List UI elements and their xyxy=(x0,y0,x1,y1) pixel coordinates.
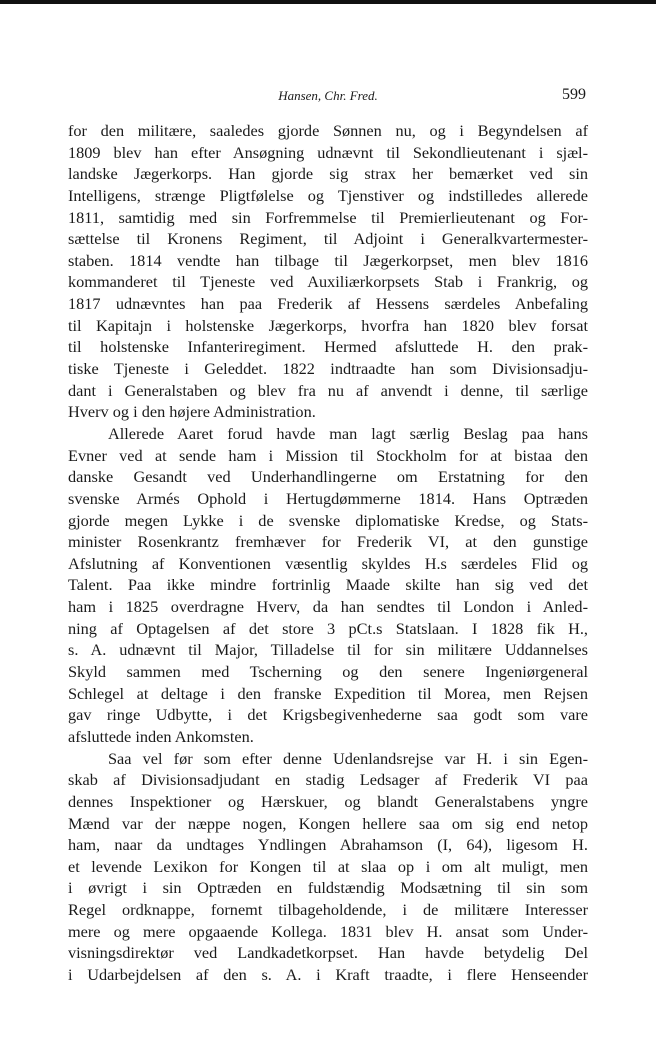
text-line: ham, naar da undtages Yndlingen Abrahamson (I, 64), ligesom H. xyxy=(68,835,588,855)
running-title: Hansen, Chr. Fred. xyxy=(278,88,378,103)
text-line: Hverv og i den højere Administration. xyxy=(68,402,316,422)
text-line: Allerede Aaret forud havde man lagt særlig Beslag paa hans xyxy=(108,423,588,443)
text-line: Skyld sammen med Tscherning og den senere Ingeniørgeneral xyxy=(68,662,588,682)
text-line: 1817 udnævntes han paa Frederik af Hessens særdeles Anbefaling xyxy=(68,294,588,314)
text-line: et levende Lexikon for Kongen til at slaa op i om alt muligt, men xyxy=(68,856,588,876)
paragraph xyxy=(68,120,588,423)
text-line: for den militære, saaledes gjorde Sønnen nu, og i Begyndelsen af xyxy=(68,121,588,140)
text-line: Regel ordknappe, fornemt tilbageholdende, i de militære Interesser xyxy=(68,900,588,920)
text-line: landske Jægerkorps. Han gjorde sig strax her bemærket ved sin xyxy=(68,164,588,184)
scan-border xyxy=(0,0,656,4)
page-header xyxy=(68,86,588,106)
text-line: skab af Divisionsadjudant en stadig Ledsager af Frederik VI paa xyxy=(68,770,588,790)
text-line: til Kapitajn i holstenske Jægerkorps, hvorfra han 1820 blev forsat xyxy=(68,315,588,335)
text-line: svenske Armés Ophold i Hertugdømmerne 1814. Hans Optræden xyxy=(68,488,588,508)
text-line: visningsdirektør ved Landkadetkorpset. Han havde betydelig Del xyxy=(68,943,588,963)
text-line: s. A. udnævnt til Major, Tilladelse til for sin militære Uddannelses xyxy=(68,640,588,660)
page-number: 599 xyxy=(562,86,586,103)
text-line: dant i Generalstaben og blev fra nu af anvendt i denne, til særlige xyxy=(68,380,588,400)
text-line: dennes Inspektioner og Hærskuer, og blandt Generalstabens yngre xyxy=(68,791,588,811)
paragraph xyxy=(68,423,588,748)
text-line: Talent. Paa ikke mindre fortrinlig Maade skilte han sig ved det xyxy=(68,575,588,595)
text-line: tiske Tjeneste i Geleddet. 1822 indtraadte han som Divisionsadju- xyxy=(68,359,588,379)
page-body xyxy=(68,120,588,986)
text-line: til holstenske Infanteriregiment. Hermed afsluttede H. den prak- xyxy=(68,337,588,357)
text-line: i øvrigt i sin Optræden en fuldstændig Modsætning til sin som xyxy=(68,878,588,898)
text-line: minister Rosenkrantz fremhæver for Frederik VI, at den gunstige xyxy=(68,532,588,552)
text-line: Mænd var der næppe nogen, Kongen hellere saa om sig end netop xyxy=(68,813,588,833)
text-line: i Udarbejdelsen af den s. A. i Kraft traadte, i flere Henseender xyxy=(68,964,588,984)
text-line: mere og mere opgaaende Kollega. 1831 blev H. ansat som Under- xyxy=(68,921,588,941)
text-line: Saa vel før som efter denne Udenlandsrejse var H. i sin Egen- xyxy=(108,748,588,768)
text-line: 1809 blev han efter Ansøgning udnævnt til Sekondlieutenant i sjæl- xyxy=(68,142,588,162)
text-line: danske Gesandt ved Underhandlingerne om Erstatning for den xyxy=(68,467,588,487)
text-line: staben. 1814 vendte han tilbage til Jægerkorpset, men blev 1816 xyxy=(68,250,588,270)
text-line: afsluttede inden Ankomsten. xyxy=(68,726,254,746)
text-line: Afslutning af Konventionen væsentlig skyldes H.s særdeles Flid og xyxy=(68,553,588,573)
text-line: ham i 1825 overdragne Hverv, da han sendtes til London i Anled- xyxy=(68,597,588,617)
text-line: Schlegel at deltage i den franske Expedition til Morea, men Rejsen xyxy=(68,683,588,703)
text-line: gav ringe Udbytte, i det Krigsbegivenhederne saa godt som vare xyxy=(68,705,588,725)
text-line: Evner ved at sende ham i Mission til Stockholm for at bistaa den xyxy=(68,445,588,465)
text-line: kommanderet til Tjeneste ved Auxiliærkorpsets Stab i Frankrig, og xyxy=(68,272,588,292)
text-line: gjorde megen Lykke i de svenske diplomatiske Kredse, og Stats- xyxy=(68,510,588,530)
paragraph xyxy=(68,748,588,986)
text-line: ning af Optagelsen af det store 3 pCt.s Statslaan. I 1828 fik H., xyxy=(68,618,588,638)
text-line: Intelligens, strænge Pligtfølelse og Tjenstiver og indstilledes allerede xyxy=(68,185,588,205)
text-line: 1811, samtidig med sin Forfremmelse til Premierlieutenant og For- xyxy=(68,207,588,227)
text-line: sættelse til Kronens Regiment, til Adjoint i Generalkvartermester- xyxy=(68,229,588,249)
